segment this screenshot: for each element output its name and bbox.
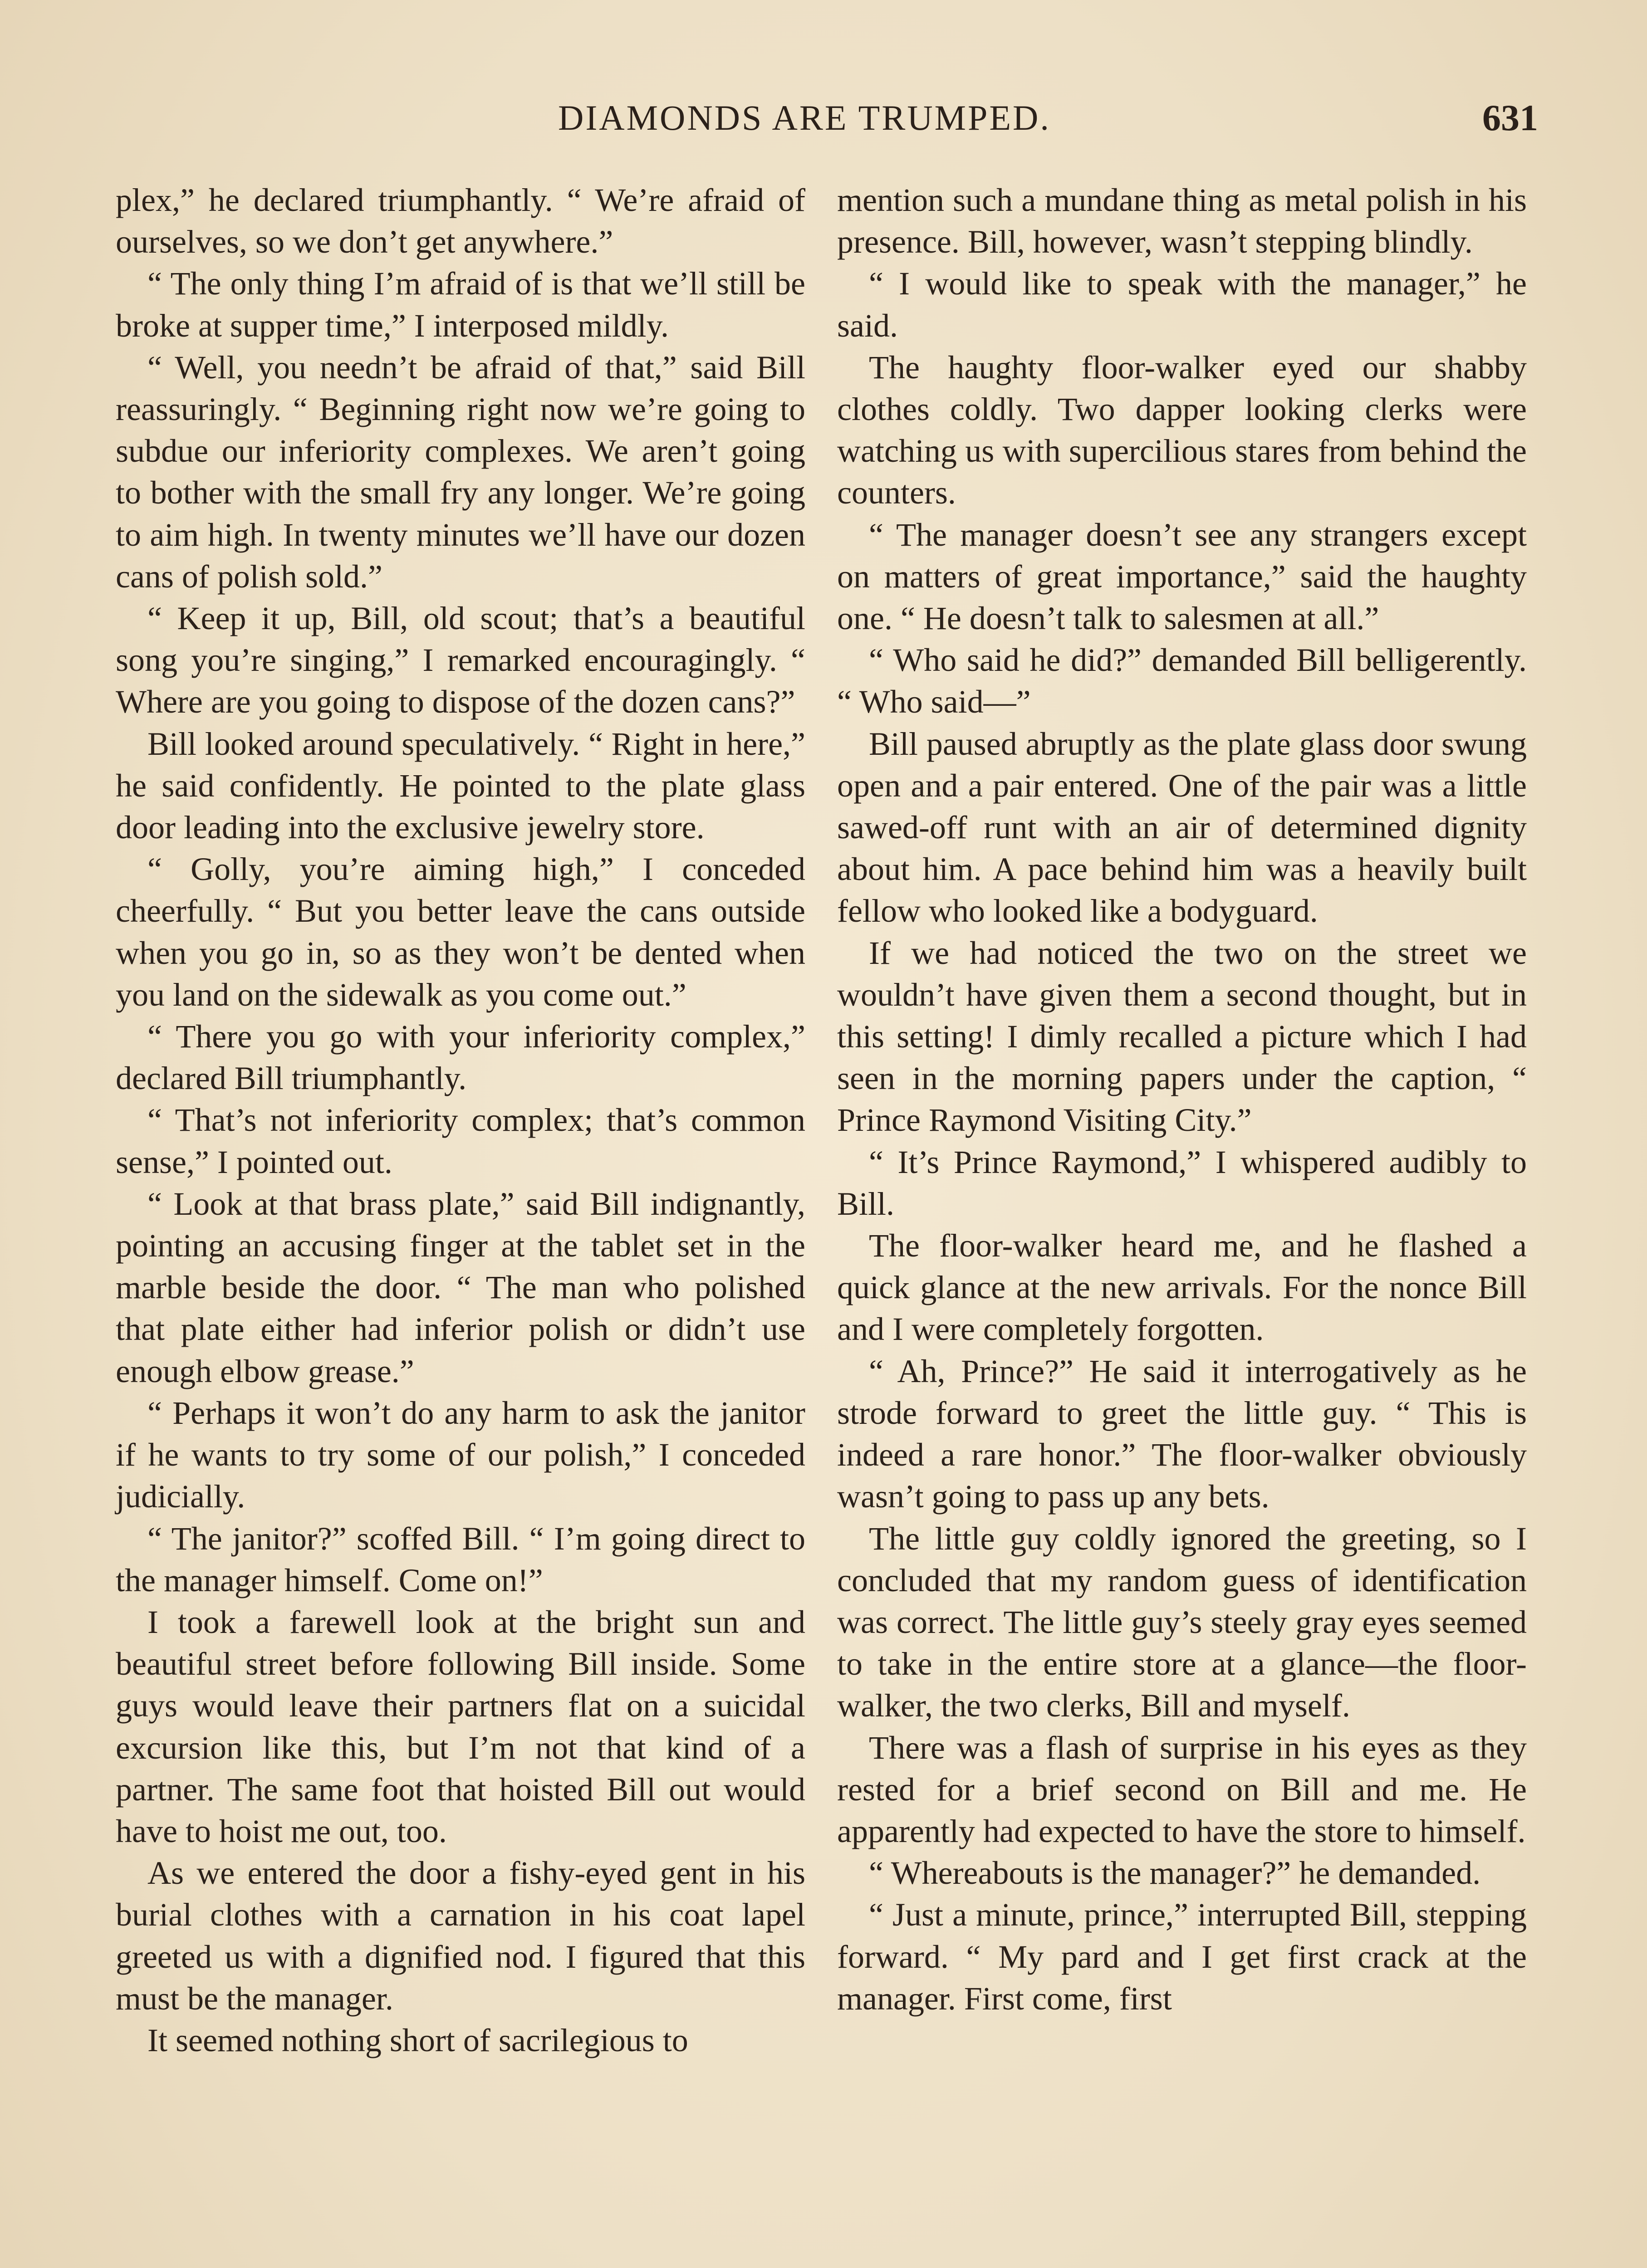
paragraph: I took a farewell look at the bright sun and beautiful street before following Bill inside. Some guys would leave their partners flat on a suicidal excursion like this, but I’m not that kind of a partner. The same foot that hoisted Bill out would have to hoist me out, too.	[116, 1603, 805, 1849]
paragraph: “ It’s Prince Raymond,” I whispered audibly to Bill.	[837, 1144, 1527, 1222]
paragraph: “ The only thing I’m afraid of is that we’ll still be broke at supper time,” I interposed mildly.	[116, 265, 805, 344]
paragraph: The little guy coldly ignored the greeting, so I concluded that my random guess of identification was correct. The little guy’s steely gray eyes seemed to take in the entire store at a glance—the floor-walker, the two clerks, Bill and myself.	[837, 1520, 1527, 1724]
paragraph: There was a flash of surprise in his eyes as they rested for a brief second on Bill and me. He apparently had expected to have the store to himself.	[837, 1729, 1527, 1849]
paragraph: “ There you go with your inferiority complex,” declared Bill triumphantly.	[116, 1018, 805, 1097]
paragraph: “ That’s not inferiority complex; that’s common sense,” I pointed out.	[116, 1102, 805, 1180]
paragraph: If we had noticed the two on the street we wouldn’t have given them a second thought, but in this setting! I dimly recalled a picture which I had seen in the morning papers under the caption, “ Prince Raymond Visiting City.”	[837, 934, 1527, 1139]
paragraph: “ Just a minute, prince,” interrupted Bill, stepping forward. “ My pard and I get first crack at the manager. First come, first	[837, 1897, 1527, 2017]
paragraph: “ The manager doesn’t see any strangers except on matters of great importance,” said the haughty one. “ He doesn’t talk to salesmen at all.”	[837, 516, 1527, 637]
paragraph: It seemed nothing short of sacrilegious to	[147, 2022, 688, 2058]
paragraph: “ Ah, Prince?” He said it interrogatively as he strode forward to greet the little guy. “ This is indeed a rare honor.” The floor-walker obviously wasn’t going to pass up any bets.	[837, 1353, 1527, 1515]
running-title: DIAMONDS ARE TRUMPED.	[558, 98, 1051, 137]
paragraph: As we entered the door a fishy-eyed gent in his burial clothes with a carnation in his coat lapel greeted us with a dignified nod. I figured that this must be the manager.	[116, 1855, 805, 2017]
paragraph: “ Keep it up, Bill, old scout; that’s a beautiful song you’re singing,” I remarked encouragingly. “ Where are you going to dispose of the dozen cans?”	[116, 600, 805, 720]
paragraph: “ Well, you needn’t be afraid of that,” said Bill reassuringly. “ Beginning right now we’re going to subdue our inferiority complexes. We aren’t going to bother with the small fry any longer. We’re going to aim high. In twenty minutes we’ll have our dozen cans of polish sold.”	[116, 349, 805, 595]
paragraph: “ The janitor?” scoffed Bill. “ I’m going direct to the manager himself. Come on!”	[116, 1520, 805, 1598]
paragraph: “ Who said he did?” demanded Bill belligerently. “ Who said—”	[837, 642, 1527, 720]
page-number: 631	[1482, 97, 1538, 138]
paragraph: “ Whereabouts is the manager?” he demanded.	[869, 1855, 1481, 1892]
paragraph: “ Look at that brass plate,” said Bill indignantly, pointing an accusing finger at the tablet set in the marble beside the door. “ The man who polished that plate either had inferior polish or didn’t use enough elbow grease.”	[116, 1185, 805, 1389]
paragraph: “ I would like to speak with the manager,” he said.	[837, 265, 1527, 344]
paragraph: Bill looked around speculatively. “ Right in here,” he said confidently. He pointed to the plate glass door leading into the exclusive jewelry store.	[116, 725, 805, 846]
left-column	[116, 179, 805, 2061]
paragraph: mention such a mundane thing as metal polish in his presence. Bill, however, wasn’t stepping blindly.	[837, 182, 1527, 260]
paragraph: Bill paused abruptly as the plate glass door swung open and a pair entered. One of the pair was a little sawed-off runt with an air of determined dignity about him. A pace behind him was a heavily built fellow who looked like a bodyguard.	[837, 725, 1527, 929]
right-column	[837, 179, 1527, 2019]
paragraph: “ Golly, you’re aiming high,” I conceded cheerfully. “ But you better leave the cans outside when you go in, so as they won’t be dented when you land on the sidewalk as you come out.”	[116, 851, 805, 1013]
paragraph: The haughty floor-walker eyed our shabby clothes coldly. Two dapper looking clerks were watching us with supercilious stares from behind the counters.	[837, 349, 1527, 511]
paragraph: “ Perhaps it won’t do any harm to ask the janitor if he wants to try some of our polish,” I conceded judicially.	[116, 1394, 805, 1515]
paragraph: The floor-walker heard me, and he flashed a quick glance at the new arrivals. For the nonce Bill and I were completely forgotten.	[837, 1227, 1527, 1348]
page-header	[118, 93, 1538, 143]
paragraph: plex,” he declared triumphantly. “ We’re afraid of ourselves, so we don’t get anywhere.”	[116, 182, 805, 260]
